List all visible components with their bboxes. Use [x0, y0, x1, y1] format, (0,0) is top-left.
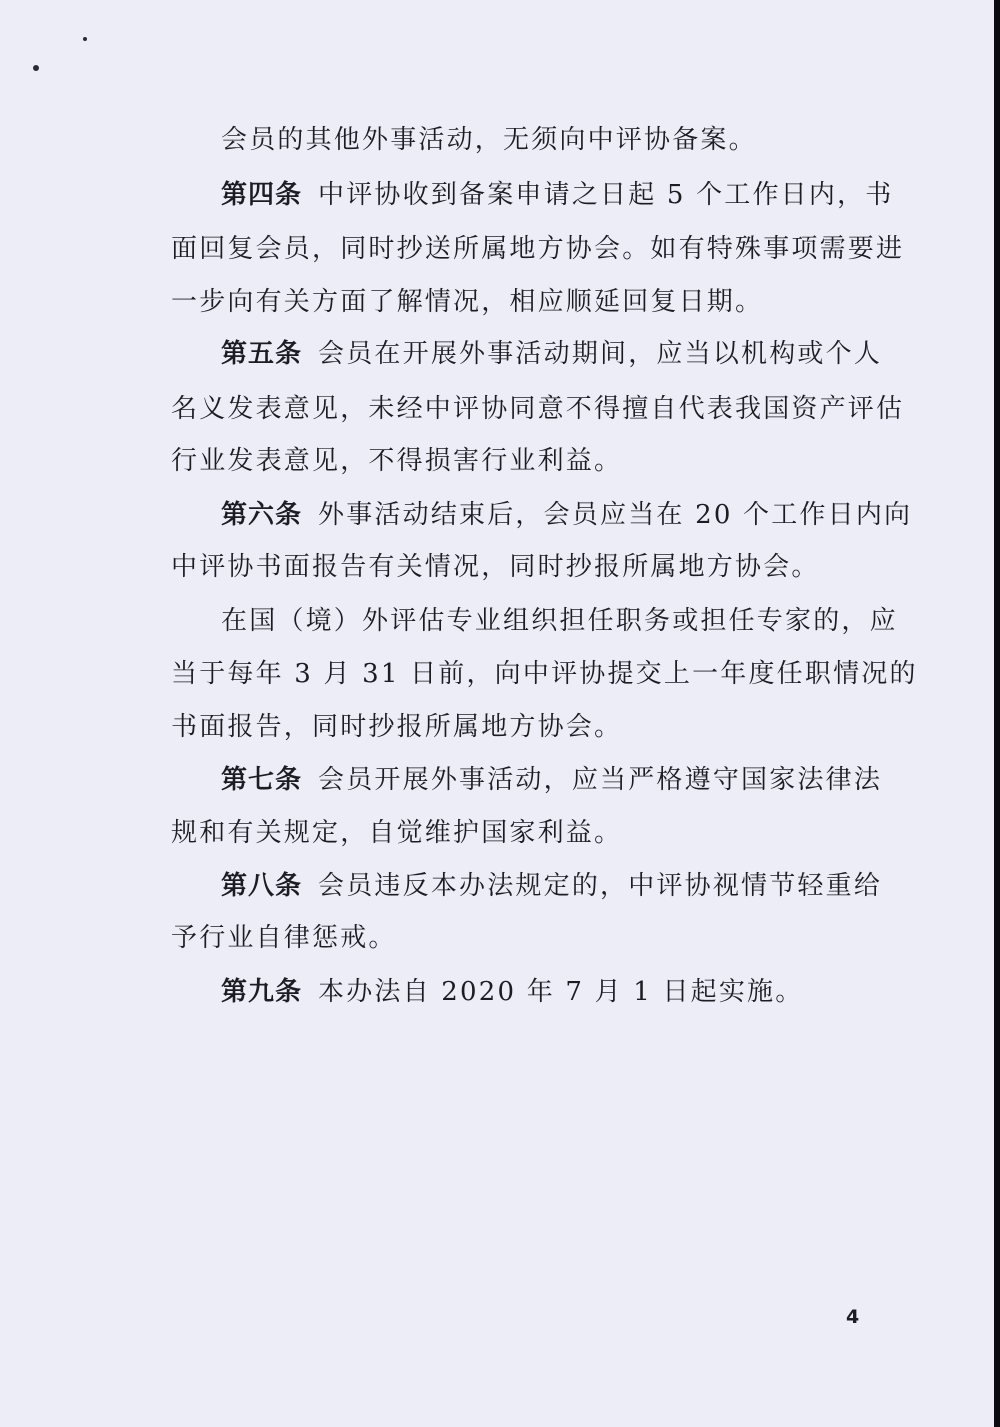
article-4-line: 第四条 中评协收到备案申请之日起 5 个工作日内，书: [221, 180, 894, 210]
article-heading: 第五条: [221, 339, 303, 369]
paragraph-line: 会员的其他外事活动，无须向中评协备案。: [221, 125, 757, 155]
paragraph-line: 名义发表意见，未经中评协同意不得擅自代表我国资产评估: [171, 394, 905, 424]
paragraph-line: 规和有关规定，自觉维护国家利益。: [171, 818, 623, 848]
article-9-line: 第九条 本办法自 2020 年 7 月 1 日起实施。: [221, 977, 804, 1007]
scan-speck: [83, 37, 87, 41]
paragraph-line: 中评协书面报告有关情况，同时抄报所属地方协会。: [171, 552, 820, 582]
article-5-line: 第五条 会员在开展外事活动期间，应当以机构或个人: [221, 339, 883, 369]
paragraph-line: 当于每年 3 月 31 日前，向中评协提交上一年度任职情况的: [171, 659, 918, 689]
article-heading: 第七条: [221, 765, 303, 795]
article-7-line: 第七条 会员开展外事活动，应当严格遵守国家法律法: [221, 765, 883, 795]
paragraph-line: 面回复会员，同时抄送所属地方协会。如有特殊事项需要进: [171, 234, 905, 264]
article-heading: 第四条: [221, 180, 303, 210]
article-6-line: 第六条 外事活动结束后，会员应当在 20 个工作日内向: [221, 500, 913, 530]
article-8-line: 第八条 会员违反本办法规定的，中评协视情节轻重给: [221, 871, 883, 901]
paragraph-line: 书面报告，同时抄报所属地方协会。: [171, 712, 623, 742]
paragraph-line: 行业发表意见，不得损害行业利益。: [171, 446, 623, 476]
scan-speck: [33, 65, 39, 71]
scan-edge: [994, 0, 1000, 1427]
paragraph-line: 在国（境）外评估专业组织担任职务或担任专家的，应: [221, 606, 898, 636]
article-heading: 第八条: [221, 871, 303, 901]
paragraph-line: 一步向有关方面了解情况，相应顺延回复日期。: [171, 287, 764, 317]
page-number: 4: [846, 1306, 860, 1328]
article-heading: 第九条: [221, 977, 303, 1007]
paragraph-line: 予行业自律惩戒。: [171, 923, 397, 953]
article-heading: 第六条: [221, 500, 303, 530]
